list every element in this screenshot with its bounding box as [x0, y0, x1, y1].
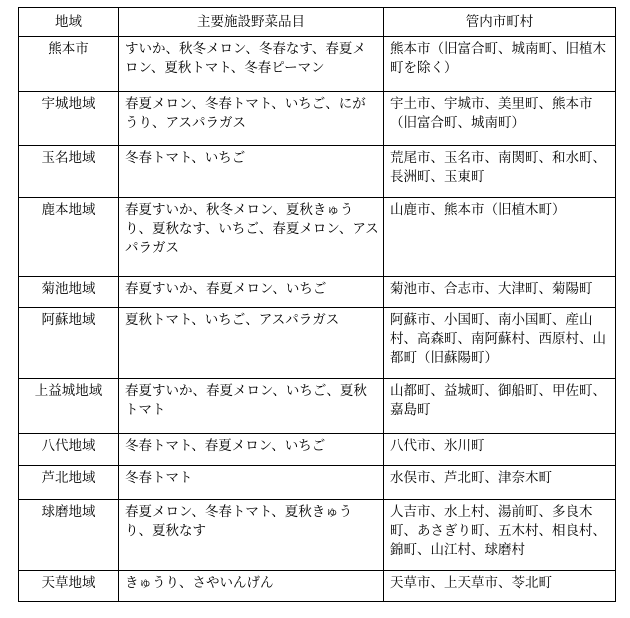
table-row	[19, 92, 616, 146]
municipalities-cell: 熊本市（旧富合町、城南町、旧植木町を除く）	[384, 37, 616, 92]
table-row	[19, 198, 616, 277]
header-region: 地域	[19, 8, 119, 37]
region-cell: 熊本市	[19, 37, 119, 92]
municipalities-cell: 菊池市、合志市、大津町、菊陽町	[384, 277, 616, 308]
municipalities-cell: 阿蘇市、小国町、南小国町、産山村、高森町、南阿蘇村、西原村、山都町（旧蘇陽町）	[384, 308, 616, 379]
municipalities-cell: 人吉市、水上村、湯前町、多良木町、あさぎり町、五木村、相良村、錦町、山江村、球磨村	[384, 500, 616, 571]
vegetables-cell: 夏秋トマト、いちご、アスパラガス	[119, 308, 384, 379]
region-cell: 上益城地域	[19, 379, 119, 434]
region-cell: 球磨地域	[19, 500, 119, 571]
vegetables-cell: 冬春トマト、春夏メロン、いちご	[119, 434, 384, 466]
municipalities-cell: 水俣市、芦北町、津奈木町	[384, 466, 616, 500]
vegetables-cell: 春夏メロン、冬春トマト、夏秋きゅうり、夏秋なす	[119, 500, 384, 571]
table-row	[19, 37, 616, 92]
region-cell: 菊池地域	[19, 277, 119, 308]
header-vegetables: 主要施設野菜品目	[119, 8, 384, 37]
region-cell: 阿蘇地域	[19, 308, 119, 379]
vegetables-cell: 春夏すいか、春夏メロン、いちご	[119, 277, 384, 308]
region-cell: 玉名地域	[19, 146, 119, 198]
table-row	[19, 146, 616, 198]
vegetables-cell: きゅうり、さやいんげん	[119, 571, 384, 602]
vegetables-cell: 春夏メロン、冬春トマト、いちご、にがうり、アスパラガス	[119, 92, 384, 146]
table-row	[19, 434, 616, 466]
table-header-row	[19, 8, 616, 37]
vegetable-region-table	[18, 7, 616, 602]
region-cell: 宇城地域	[19, 92, 119, 146]
table-row	[19, 379, 616, 434]
table-row	[19, 308, 616, 379]
region-cell: 鹿本地域	[19, 198, 119, 277]
region-cell: 芦北地域	[19, 466, 119, 500]
municipalities-cell: 宇土市、宇城市、美里町、熊本市（旧富合町、城南町）	[384, 92, 616, 146]
vegetables-cell: 冬春トマト、いちご	[119, 146, 384, 198]
table-row	[19, 500, 616, 571]
municipalities-cell: 荒尾市、玉名市、南関町、和水町、長洲町、玉東町	[384, 146, 616, 198]
header-municipalities: 管内市町村	[384, 8, 616, 37]
municipalities-cell: 山鹿市、熊本市（旧植木町）	[384, 198, 616, 277]
table-row	[19, 571, 616, 602]
vegetables-cell: 春夏すいか、春夏メロン、いちご、夏秋トマト	[119, 379, 384, 434]
table-row	[19, 466, 616, 500]
municipalities-cell: 八代市、氷川町	[384, 434, 616, 466]
region-cell: 八代地域	[19, 434, 119, 466]
region-cell: 天草地域	[19, 571, 119, 602]
table-row	[19, 277, 616, 308]
vegetables-cell: 春夏すいか、秋冬メロン、夏秋きゅうり、夏秋なす、いちご、春夏メロン、アスパラガス	[119, 198, 384, 277]
vegetables-cell: 冬春トマト	[119, 466, 384, 500]
municipalities-cell: 山都町、益城町、御船町、甲佐町、嘉島町	[384, 379, 616, 434]
vegetables-cell: すいか、秋冬メロン、冬春なす、春夏メロン、夏秋トマト、冬春ピーマン	[119, 37, 384, 92]
municipalities-cell: 天草市、上天草市、苓北町	[384, 571, 616, 602]
